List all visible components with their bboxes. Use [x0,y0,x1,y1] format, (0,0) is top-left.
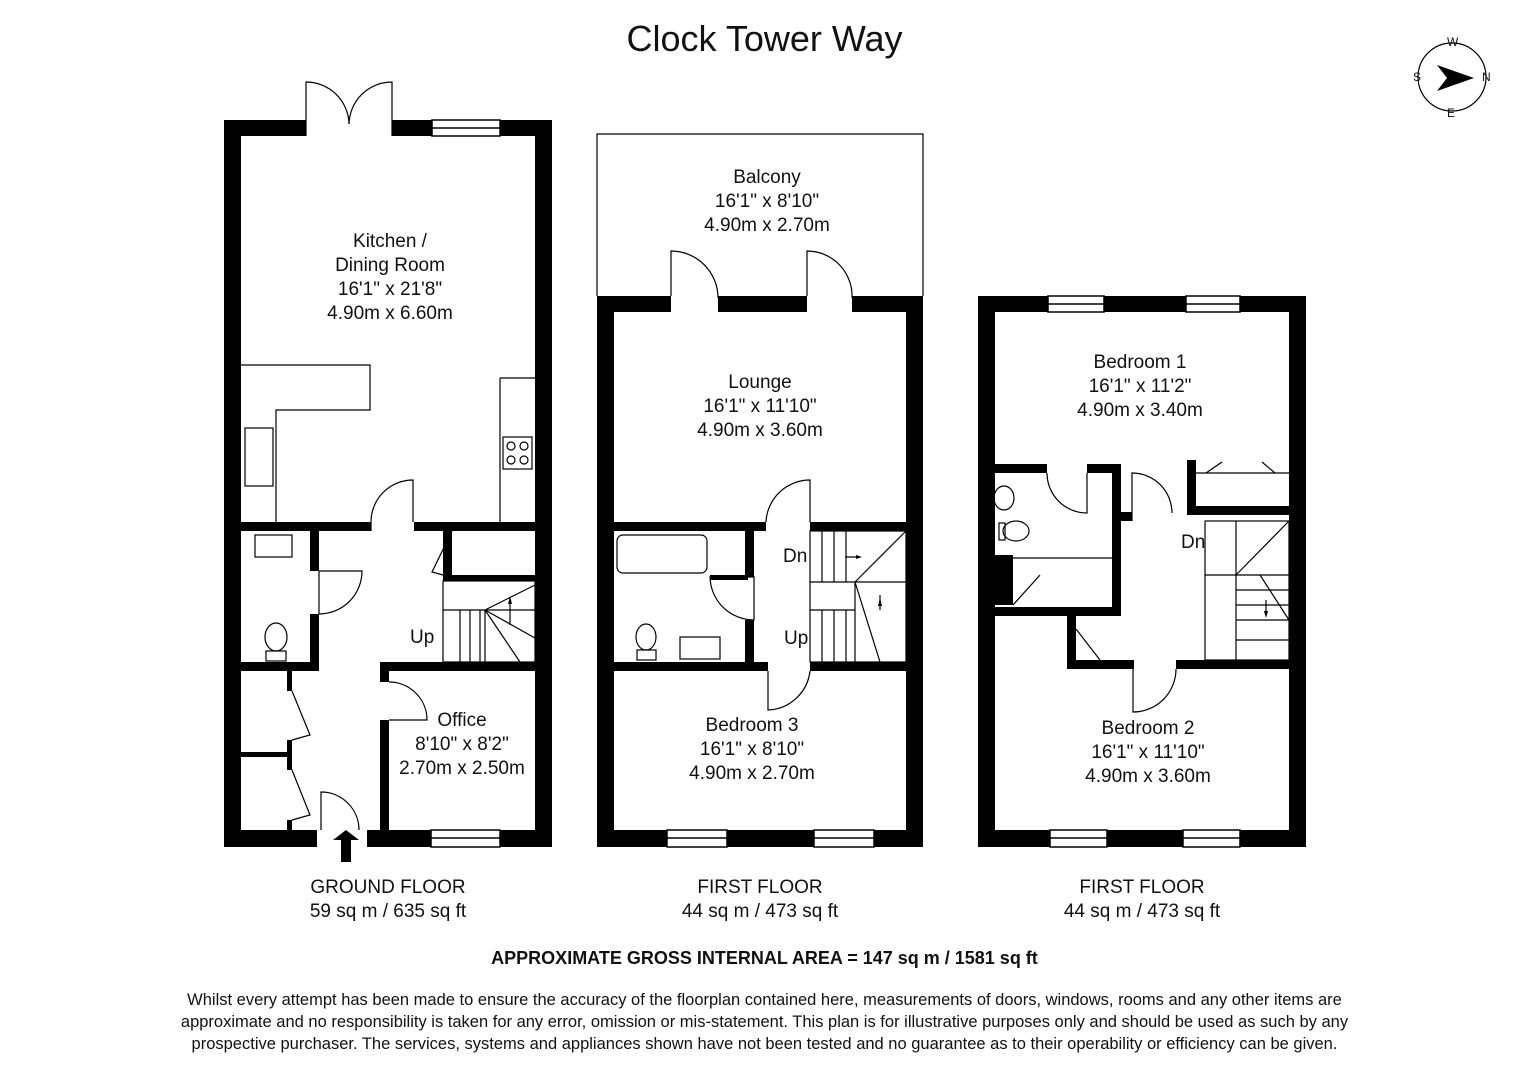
compass-west: W [1447,35,1459,49]
stairs-up-label: Up [410,627,435,648]
disclaimer-line: Whilst every attempt has been made to ensure the accuracy of the floorplan contained here, measurements of doors, windows, rooms and any other items are [187,991,1342,1009]
room-name: Dining Room [335,255,445,276]
room-name: Bedroom 3 [705,715,799,736]
floor-name: FIRST FLOOR [697,877,823,898]
room-size-imperial: 16'1" x 11'10" [703,396,817,417]
room-label-bedroom-2 [1048,717,1248,789]
room-size-metric: 4.90m x 3.40m [1077,400,1203,421]
room-size-imperial: 8'10" x 8'2" [415,734,509,755]
stairs-down-label: Dn [1181,532,1206,553]
room-label-office [382,709,542,781]
room-label-balcony [667,166,867,238]
room-size-metric: 4.90m x 3.60m [1085,766,1211,787]
stairs-up-label: Up [784,628,809,649]
room-size-metric: 4.90m x 2.70m [704,215,830,236]
floor-caption-first-second [992,876,1292,924]
room-name: Lounge [728,372,792,393]
room-label-kitchen [290,230,490,326]
stairs-down-label: Dn [783,546,808,567]
room-name: Bedroom 2 [1101,718,1195,739]
room-size-metric: 2.70m x 2.50m [399,758,525,779]
room-size-imperial: 16'1" x 21'8" [337,279,443,300]
plan-title: Clock Tower Way [626,18,903,59]
gross-internal-area: APPROXIMATE GROSS INTERNAL AREA = 147 sq m / 1581 sq ft [491,948,1038,968]
room-size-imperial: 16'1" x 11'10" [1091,742,1205,763]
floor-area: 44 sq m / 473 sq ft [1063,901,1221,922]
floor-area: 59 sq m / 635 sq ft [309,901,467,922]
compass-south: S [1413,70,1422,84]
room-size-metric: 4.90m x 2.70m [689,763,815,784]
room-name: Balcony [733,167,801,188]
room-name: Office [437,710,487,731]
disclaimer-line: prospective purchaser. The services, systems and appliances shown have not been tested and no guarantee as to their operability or efficiency can be given. [191,1035,1338,1053]
room-size-imperial: 16'1" x 8'10" [699,739,805,760]
room-size-metric: 4.90m x 6.60m [327,303,453,324]
disclaimer [80,989,1449,1055]
floor-name: GROUND FLOOR [310,877,466,898]
room-label-bedroom-3 [652,714,852,786]
compass-north: N [1482,70,1491,84]
room-label-lounge [660,371,860,443]
room-size-metric: 4.90m x 3.60m [697,420,823,441]
room-size-imperial: 16'1" x 11'2" [1088,376,1192,397]
floor-caption-first [610,876,910,924]
room-name: Bedroom 1 [1093,352,1187,373]
room-label-bedroom-1 [1040,351,1240,423]
room-name: Kitchen / [353,231,427,252]
floor-name: FIRST FLOOR [1079,877,1205,898]
disclaimer-line: approximate and no responsibility is taken for any error, omission or mis-statement. This plan is for illustrative purposes only and should be used as such by any [180,1013,1349,1031]
floor-area: 44 sq m / 473 sq ft [681,901,839,922]
room-size-imperial: 16'1" x 8'10" [714,191,820,212]
floor-caption-ground [238,876,538,924]
compass-east: E [1447,106,1456,120]
